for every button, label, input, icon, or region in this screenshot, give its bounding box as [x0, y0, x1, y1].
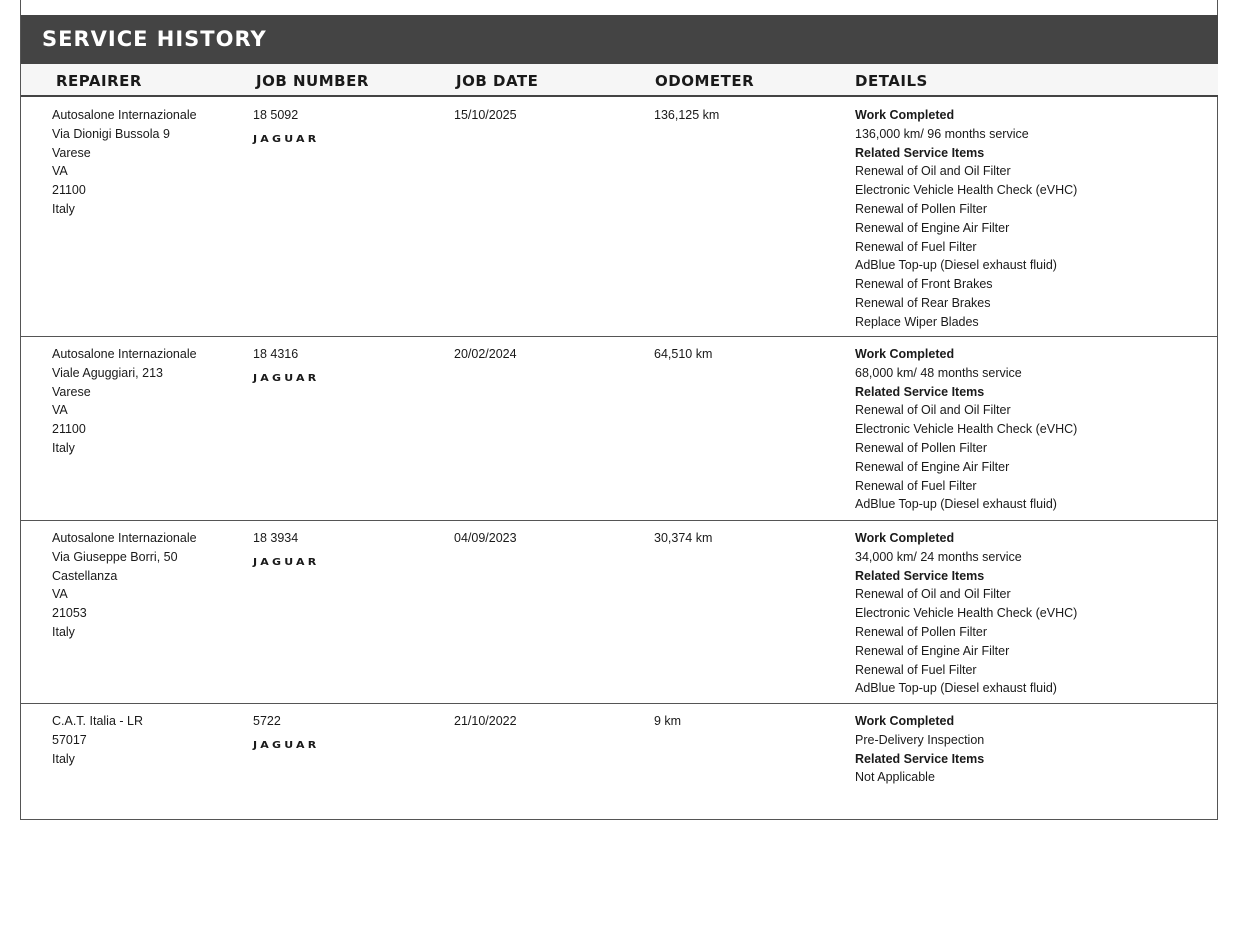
work-completed-value: 34,000 km/ 24 months service: [855, 549, 1022, 564]
job-date: 21/10/2022: [454, 714, 517, 728]
repairer-address-line: VA: [52, 587, 68, 602]
related-service-item: Renewal of Engine Air Filter: [855, 220, 1010, 235]
repairer-address-line: Italy: [52, 201, 75, 216]
details-cell: [855, 529, 1195, 698]
column-header-details: DETAILS: [855, 72, 928, 90]
job-date-cell: [454, 106, 644, 125]
related-service-item: Renewal of Oil and Oil Filter: [855, 587, 1011, 602]
related-service-item: Renewal of Fuel Filter: [855, 662, 977, 677]
related-service-item: Renewal of Pollen Filter: [855, 201, 988, 216]
related-service-item: Electronic Vehicle Health Check (eVHC): [855, 183, 1078, 198]
row-divider: [21, 336, 1218, 337]
job-number-cell: [253, 106, 443, 151]
jaguar-logo: JAGUAR: [253, 739, 320, 751]
related-service-item: Not Applicable: [855, 770, 935, 785]
job-number-cell: [253, 345, 443, 390]
row-divider: [21, 520, 1218, 521]
table-header: [21, 64, 1218, 97]
related-service-item: AdBlue Top-up (Diesel exhaust fluid): [855, 258, 1057, 273]
repairer-address-line: 21053: [52, 606, 87, 621]
job-number: 5722: [253, 714, 281, 728]
repairer-cell: [52, 106, 242, 219]
job-date-cell: [454, 345, 644, 364]
section-title: SERVICE HISTORY: [42, 27, 267, 51]
repairer-address-line: C.A.T. Italia - LR: [52, 714, 143, 728]
related-service-item: AdBlue Top-up (Diesel exhaust fluid): [855, 497, 1057, 512]
details-cell: [855, 345, 1195, 514]
repairer-address-line: Castellanza: [52, 568, 118, 583]
work-completed-value: 136,000 km/ 96 months service: [855, 126, 1029, 141]
work-completed-value: Pre-Delivery Inspection: [855, 732, 985, 747]
related-service-item: Renewal of Rear Brakes: [855, 295, 991, 310]
related-items-label: Related Service Items: [855, 751, 985, 766]
repairer-address-line: 57017: [52, 732, 87, 747]
job-date-cell: [454, 529, 644, 548]
work-completed-label: Work Completed: [855, 531, 955, 545]
repairer-address-line: Autosalone Internazionale: [52, 531, 197, 545]
odometer-reading: 9 km: [654, 714, 682, 728]
jaguar-logo: JAGUAR: [253, 556, 320, 568]
repairer-cell: [52, 345, 242, 458]
repairer-address-line: Italy: [52, 624, 75, 639]
odometer-cell: [654, 345, 844, 364]
repairer-address-line: VA: [52, 164, 68, 179]
related-service-item: Electronic Vehicle Health Check (eVHC): [855, 422, 1078, 437]
related-service-item: Renewal of Pollen Filter: [855, 624, 988, 639]
related-service-item: Renewal of Engine Air Filter: [855, 643, 1010, 658]
repairer-cell: [52, 529, 242, 642]
repairer-address-line: Autosalone Internazionale: [52, 347, 197, 361]
job-date-cell: [454, 712, 644, 731]
repairer-cell: [52, 712, 242, 768]
repairer-address-line: Italy: [52, 440, 75, 455]
column-header-odometer: ODOMETER: [655, 72, 755, 90]
work-completed-value: 68,000 km/ 48 months service: [855, 365, 1022, 380]
odometer-cell: [654, 106, 844, 125]
job-number: 18 4316: [253, 347, 299, 361]
job-number: 18 5092: [253, 108, 299, 122]
related-service-item: Renewal of Oil and Oil Filter: [855, 164, 1011, 179]
related-items-label: Related Service Items: [855, 145, 985, 160]
job-number-cell: [253, 712, 443, 757]
column-header-repairer: REPAIRER: [56, 72, 142, 90]
section-banner: [21, 15, 1218, 64]
column-header-job-number: JOB NUMBER: [256, 72, 369, 90]
odometer-cell: [654, 529, 844, 548]
repairer-address-line: Italy: [52, 751, 75, 766]
job-number-cell: [253, 529, 443, 574]
work-completed-label: Work Completed: [855, 347, 955, 361]
repairer-address-line: Via Dionigi Bussola 9: [52, 126, 170, 141]
column-header-job-date: JOB DATE: [456, 72, 539, 90]
work-completed-label: Work Completed: [855, 108, 955, 122]
related-service-item: Replace Wiper Blades: [855, 314, 979, 329]
odometer-reading: 136,125 km: [654, 108, 720, 122]
related-service-item: Renewal of Pollen Filter: [855, 440, 988, 455]
related-service-item: Renewal of Oil and Oil Filter: [855, 403, 1011, 418]
row-divider: [21, 703, 1218, 704]
repairer-address-line: Varese: [52, 384, 91, 399]
jaguar-logo: JAGUAR: [253, 372, 320, 384]
repairer-address-line: Viale Aguggiari, 213: [52, 365, 163, 380]
odometer-reading: 30,374 km: [654, 531, 713, 545]
repairer-address-line: 21100: [52, 183, 86, 198]
related-service-item: Renewal of Engine Air Filter: [855, 459, 1010, 474]
job-number: 18 3934: [253, 531, 299, 545]
odometer-cell: [654, 712, 844, 731]
odometer-reading: 64,510 km: [654, 347, 713, 361]
details-cell: [855, 712, 1195, 787]
job-date: 20/02/2024: [454, 347, 517, 361]
related-service-item: Renewal of Fuel Filter: [855, 478, 977, 493]
job-date: 04/09/2023: [454, 531, 517, 545]
job-date: 15/10/2025: [454, 108, 517, 122]
related-items-label: Related Service Items: [855, 568, 985, 583]
related-service-item: Renewal of Fuel Filter: [855, 239, 977, 254]
repairer-address-line: Autosalone Internazionale: [52, 108, 197, 122]
jaguar-logo: JAGUAR: [253, 133, 320, 145]
related-service-item: AdBlue Top-up (Diesel exhaust fluid): [855, 681, 1057, 696]
repairer-address-line: 21100: [52, 422, 86, 437]
repairer-address-line: Via Giuseppe Borri, 50: [52, 549, 178, 564]
related-service-item: Electronic Vehicle Health Check (eVHC): [855, 606, 1078, 621]
repairer-address-line: Varese: [52, 145, 91, 160]
work-completed-label: Work Completed: [855, 714, 955, 728]
repairer-address-line: VA: [52, 403, 68, 418]
details-cell: [855, 106, 1195, 332]
related-service-item: Renewal of Front Brakes: [855, 277, 993, 292]
related-items-label: Related Service Items: [855, 384, 985, 399]
